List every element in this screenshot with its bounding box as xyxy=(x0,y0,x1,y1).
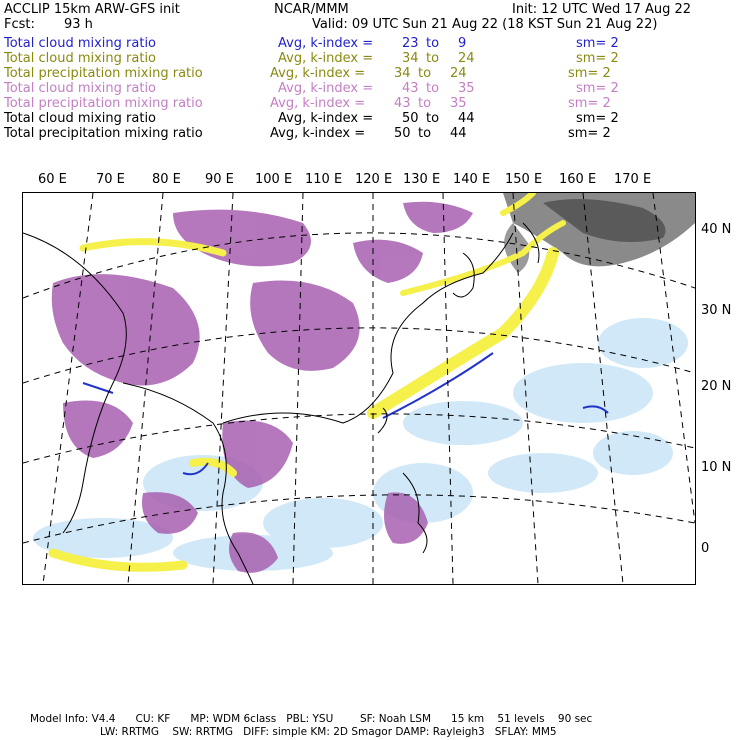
field-sm: sm= 2 xyxy=(576,51,619,66)
lon-label: 120 E xyxy=(355,172,393,187)
field-k1: 43 xyxy=(394,96,411,111)
fcst-label: Fcst: xyxy=(4,17,35,32)
field-k2: 35 xyxy=(458,81,475,96)
field-to: to xyxy=(418,126,432,141)
field-name: Total cloud mixing ratio xyxy=(4,111,157,126)
field-k2: 24 xyxy=(458,51,475,66)
field-to: to xyxy=(418,96,432,111)
field-k1: 34 xyxy=(394,66,411,81)
lat-label: 40 N xyxy=(701,222,732,237)
weather-map xyxy=(22,192,696,585)
field-avg: Avg, k-index = xyxy=(278,111,374,126)
lat-label: 30 N xyxy=(701,303,732,318)
field-k1: 23 xyxy=(402,36,419,51)
field-avg: Avg, k-index = xyxy=(270,66,366,81)
lon-label: 170 E xyxy=(614,172,652,187)
valid-time: Valid: 09 UTC Sun 21 Aug 22 (18 KST Sun 21 Aug 22) xyxy=(312,17,658,32)
field-sm: sm= 2 xyxy=(576,36,619,51)
field-k1: 50 xyxy=(402,111,419,126)
lat-label: 20 N xyxy=(701,379,732,394)
lon-label: 80 E xyxy=(152,172,181,187)
field-k1: 34 xyxy=(402,51,419,66)
field-avg: Avg, k-index = xyxy=(278,81,374,96)
field-sm: sm= 2 xyxy=(576,111,619,126)
field-k1: 43 xyxy=(402,81,419,96)
field-avg: Avg, k-index = xyxy=(278,36,374,51)
field-k2: 24 xyxy=(450,66,467,81)
map-canvas xyxy=(23,193,695,584)
lon-label: 160 E xyxy=(559,172,597,187)
field-k1: 50 xyxy=(394,126,411,141)
field-sm: sm= 2 xyxy=(576,81,619,96)
field-to: to xyxy=(426,111,440,126)
lon-label: 130 E xyxy=(403,172,441,187)
field-k2: 44 xyxy=(450,126,467,141)
field-name: Total cloud mixing ratio xyxy=(4,36,157,51)
field-name: Total precipitation mixing ratio xyxy=(4,126,203,141)
field-to: to xyxy=(426,51,440,66)
center-name: NCAR/MMM xyxy=(274,2,349,17)
lon-label: 90 E xyxy=(205,172,234,187)
lat-label: 10 N xyxy=(701,460,732,475)
field-sm: sm= 2 xyxy=(568,96,611,111)
lon-label: 110 E xyxy=(305,172,343,187)
lat-label: 0 xyxy=(701,541,710,556)
field-sm: sm= 2 xyxy=(568,126,611,141)
field-avg: Avg, k-index = xyxy=(278,51,374,66)
field-sm: sm= 2 xyxy=(568,66,611,81)
field-to: to xyxy=(426,81,440,96)
field-to: to xyxy=(426,36,440,51)
lon-label: 60 E xyxy=(38,172,67,187)
field-k2: 35 xyxy=(450,96,467,111)
init-time: Init: 12 UTC Wed 17 Aug 22 xyxy=(512,2,692,17)
physics-info: LW: RRTMG SW: RRTMG DIFF: simple KM: 2D Smagor DAMP: Rayleigh3 SFLAY: MM5 xyxy=(100,726,557,738)
model-info: Model Info: V4.4 CU: KF MP: WDM 6class PBL: YSU SF: Noah LSM 15 km 51 levels 90 sec xyxy=(30,713,593,725)
field-name: Total cloud mixing ratio xyxy=(4,81,157,96)
field-name: Total cloud mixing ratio xyxy=(4,51,157,66)
field-avg: Avg, k-index = xyxy=(270,96,366,111)
field-name: Total precipitation mixing ratio xyxy=(4,96,203,111)
model-title: ACCLIP 15km ARW-GFS init xyxy=(4,2,180,17)
field-name: Total precipitation mixing ratio xyxy=(4,66,203,81)
lon-label: 140 E xyxy=(453,172,491,187)
field-to: to xyxy=(418,66,432,81)
field-k2: 9 xyxy=(458,36,467,51)
field-k2: 44 xyxy=(458,111,475,126)
lon-label: 70 E xyxy=(96,172,125,187)
lon-label: 100 E xyxy=(255,172,293,187)
lon-label: 150 E xyxy=(505,172,543,187)
field-avg: Avg, k-index = xyxy=(270,126,366,141)
fcst-value: 93 h xyxy=(64,17,93,32)
